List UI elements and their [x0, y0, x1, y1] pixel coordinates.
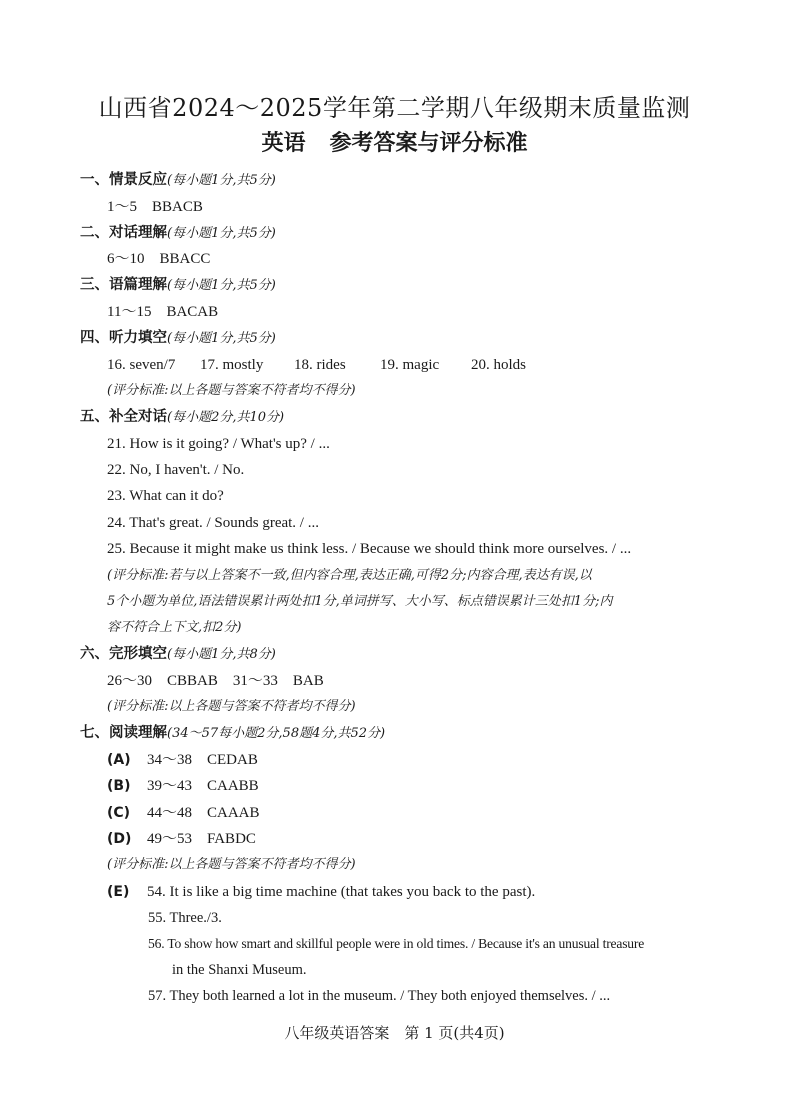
section-name: 四、听力填空: [80, 330, 167, 346]
part-answer: 44～48 CAAAB: [147, 805, 260, 821]
section-6-heading: [80, 644, 276, 665]
section-1-heading: [80, 170, 276, 191]
answer-item: 56. To show how smart and skillful people were in old times. / Because it's an unusual treasure: [148, 936, 645, 951]
answer-item: 22. No, I haven't. / No.: [107, 462, 245, 478]
page-subtitle: [0, 126, 789, 157]
section-note: (每小题2分,共10分): [167, 410, 285, 425]
section-5-criteria: 容不符合上下文,扣2分): [107, 620, 242, 635]
section-6-criteria: (评分标准:以上各题与答案不符者均不得分): [107, 699, 356, 714]
section-name: 三、语篇理解: [80, 277, 167, 293]
reading-part-c: [107, 803, 260, 823]
section-2-answer: 6～10 BBACC: [107, 251, 211, 267]
section-name: 七、阅读理解: [80, 725, 167, 741]
reading-part-d: [107, 829, 256, 849]
section-name: 二、对话理解: [80, 225, 167, 241]
answer-item: 20. holds: [471, 357, 527, 373]
page-title: 山西省2024～2025学年第二学期八年级期末质量监测: [98, 94, 691, 122]
part-answer: 34～38 CEDAB: [147, 752, 258, 768]
section-note: (每小题1分,共5分): [167, 173, 276, 188]
subtitle-rest: 参考答案与评分标准: [329, 130, 528, 156]
section-3-answer: 11～15 BACAB: [107, 304, 219, 320]
section-name: 一、情景反应: [80, 172, 167, 188]
section-note: (每小题1分,共5分): [167, 331, 276, 346]
section-4-criteria: (评分标准:以上各题与答案不符者均不得分): [107, 383, 356, 398]
reading-part-a: [107, 750, 258, 770]
answer-item: 21. How is it going? / What's up? / ...: [107, 436, 330, 452]
section-5-heading: [80, 407, 284, 428]
reading-part-b: [107, 776, 259, 796]
answer-item: 16. seven/7: [107, 357, 176, 373]
part-answer: 39～43 CAABB: [147, 778, 259, 794]
section-6-answer: 26～30 CBBAB 31～33 BAB: [107, 673, 324, 689]
page-footer: 八年级英语答案 第 1 页(共4页): [284, 1024, 505, 1042]
section-4-answers: [107, 355, 526, 375]
part-label: (B): [107, 778, 131, 794]
part-answer: 49～53 FABDC: [147, 831, 256, 847]
section-1-answer: 1～5 BBACB: [107, 199, 203, 215]
answer-item: 54. It is like a big time machine (that takes you back to the past).: [147, 884, 536, 900]
answer-item: 24. That's great. / Sounds great. / ...: [107, 515, 319, 531]
answer-item: 19. magic: [380, 357, 440, 373]
section-name: 六、完形填空: [80, 646, 167, 662]
reading-part-e: [107, 882, 535, 902]
answer-item: 57. They both learned a lot in the museum. / They both enjoyed themselves. / ...: [148, 988, 611, 1004]
answer-item: 23. What can it do?: [107, 488, 224, 504]
part-label: (E): [107, 884, 130, 900]
section-note: (34～57每小题2分,58题4分,共52分): [167, 726, 386, 741]
section-5-criteria: (评分标准:若与以上答案不一致,但内容合理,表达正确,可得2分;内容合理,表达有误,以: [107, 568, 592, 583]
answer-item: 17. mostly: [200, 357, 264, 373]
answer-item: 25. Because it might make us think less. / Because we should think more ourselves. / ...: [107, 541, 632, 557]
section-2-heading: [80, 223, 276, 244]
answer-item-continuation: in the Shanxi Museum.: [172, 962, 307, 978]
section-5-criteria: 5个小题为单位,语法错误累计两处扣1分,单词拼写、大小写、标点错误累计三处扣1分;内: [107, 594, 613, 609]
answer-item: 18. rides: [294, 357, 346, 373]
subject-label: 英语: [261, 130, 306, 156]
part-label: (C): [107, 805, 131, 821]
section-name: 五、补全对话: [80, 409, 167, 425]
answer-item: 55. Three./3.: [148, 910, 222, 926]
section-note: (每小题1分,共8分): [167, 647, 276, 662]
section-7-criteria: (评分标准:以上各题与答案不符者均不得分): [107, 857, 356, 872]
section-7-heading: [80, 723, 385, 744]
part-label: (A): [107, 752, 131, 768]
section-3-heading: [80, 275, 276, 296]
section-note: (每小题1分,共5分): [167, 226, 276, 241]
section-4-heading: [80, 328, 276, 349]
section-note: (每小题1分,共5分): [167, 278, 276, 293]
part-label: (D): [107, 831, 132, 847]
